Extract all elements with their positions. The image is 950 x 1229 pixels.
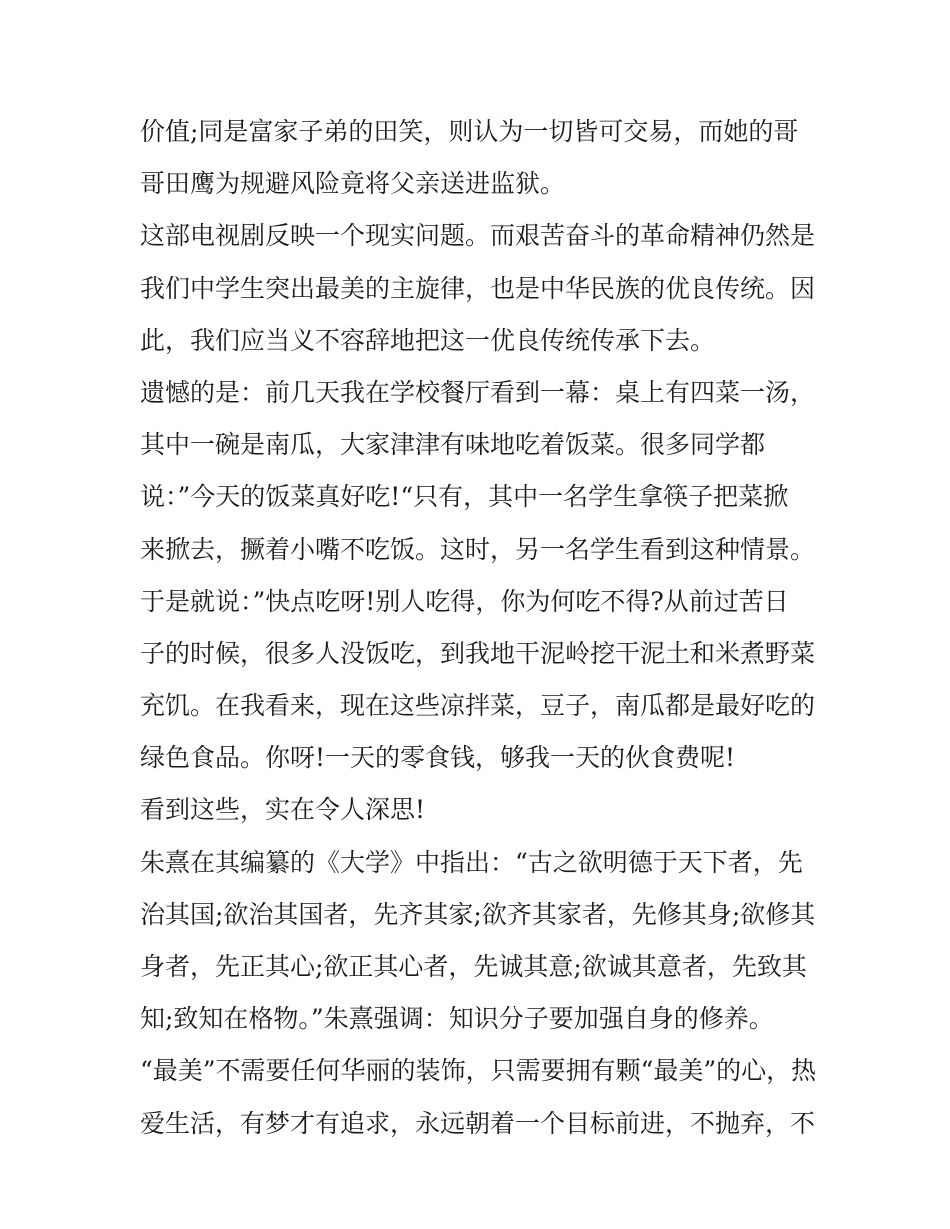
text-line: 价值;同是富家子弟的田笑，则认为一切皆可交易，而她的哥 xyxy=(140,117,799,146)
text-line: 朱熹在其编纂的《大学》中指出：“古之欲明德于天下者，先 xyxy=(140,847,803,877)
text-line: “最美”不需要任何华丽的装饰，只需要拥有颗“最美”的心，热 xyxy=(140,1056,817,1086)
body-text xyxy=(140,106,820,1150)
text-line: 治其国;欲治其国者，先齐其家;欲齐其家者，先修其身;欲修其 xyxy=(140,899,816,929)
text-line: 绿色食品。你呀!一天的零食钱，够我一天的伙食费呢! xyxy=(140,743,736,773)
text-line: 其中一碗是南瓜，大家津津有味地吃着饭菜。很多同学都 xyxy=(140,430,766,460)
text-line: 遗憾的是：前几天我在学校餐厅看到一幕：桌上有四菜一汤， xyxy=(140,377,816,407)
text-line: 充饥。在我看来，现在这些凉拌菜，豆子，南瓜都是最好吃的 xyxy=(140,691,816,721)
text-line: 说：”今天的饭菜真好吃!“只有，其中一名学生拿筷子把菜掀 xyxy=(140,482,789,512)
text-line: 这部电视剧反映一个现实问题。而艰苦奋斗的革命精神仍然是 xyxy=(140,221,816,251)
text-line: 此，我们应当义不容辞地把这一优良传统传承下去。 xyxy=(140,325,716,355)
text-line: 爱生活，有梦才有追求，永远朝着一个目标前进，不抛弃，不 xyxy=(140,1108,816,1138)
text-line: 知;致知在格物。”朱熹强调：知识分子要加强自身的修养。 xyxy=(140,1004,774,1034)
text-line: 我们中学生突出最美的主旋律，也是中华民族的优良传统。因 xyxy=(140,273,816,303)
text-line: 于是就说：”快点吃呀!别人吃得，你为何吃不得?从前过苦日 xyxy=(140,586,789,616)
text-line: 看到这些，实在令人深思! xyxy=(140,795,426,825)
text-line: 来掀去，撅着小嘴不吃饭。这时，另一名学生看到这种情景。 xyxy=(140,534,816,564)
text-line: 哥田鹰为规避风险竟将父亲送进监狱。 xyxy=(140,169,566,199)
text-line: 身者，先正其心;欲正其心者，先诚其意;欲诚其意者，先致其 xyxy=(140,952,807,981)
text-line: 子的时候，很多人没饭吃，到我地干泥岭挖干泥土和米煮野菜 xyxy=(140,638,816,668)
